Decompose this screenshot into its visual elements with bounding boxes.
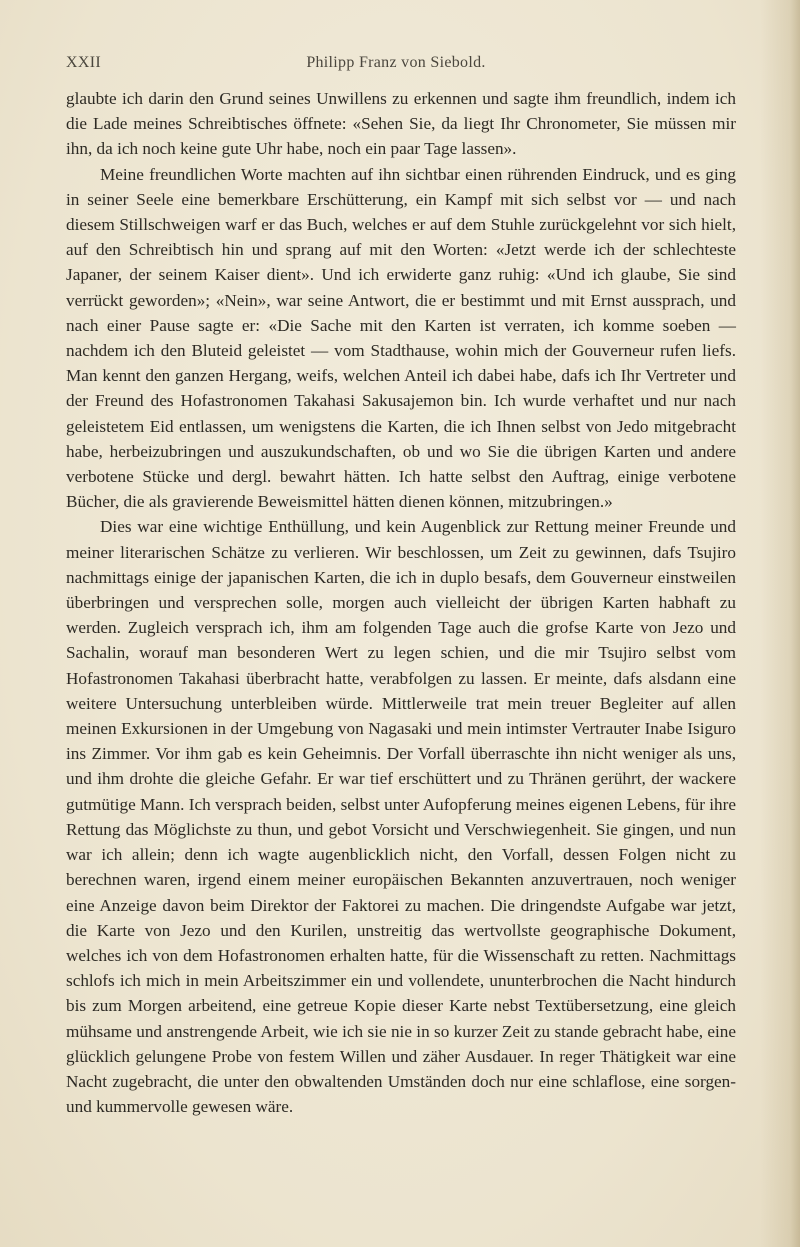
running-title: Philipp Franz von Siebold. <box>306 54 486 71</box>
paragraph-1: glaubte ich darin den Grund seines Unwillens zu erkennen und sagte ihm freundlich, indem ich die Lade meines Schreibtisches öffnete: «Sehen Sie, da liegt Ihr Chronometer, Sie müssen mir ihn, da ich noch keine gute Uhr habe, noch ein paar Tage lassen». <box>66 89 736 159</box>
page-header <box>66 54 726 78</box>
paragraph-3: Dies war eine wichtige Enthüllung, und kein Augenblick zur Rettung meiner Freunde und meiner literarischen Schätze zu verlieren. Wir beschlossen, um Zeit zu gewinnen, dafs Tsujiro nachmittags einige der japanischen Karten, die ich in duplo besafs, dem Gouverneur einstweilen überbringen und versprechen solle, morgen auch vielleicht der übrigen Karten habhaft zu werden. Zugleich versprach ich, ihm am folgenden Tage auch die grofse Karte von Jezo und Sachalin, worauf man besonderen Wert zu legen schien, und die mir Tsujiro selbst vom Hofastronomen Takahasi überbracht hatte, verabfolgen zu lassen. Er meinte, dafs alsdann eine weitere Untersuchung unterbleiben würde. Mittlerweile trat mein treuer Begleiter auf allen meinen Exkursionen in der Umgebung von Nagasaki und mein intimster Vertrauter Inabe Isiguro ins Zimmer. Vor ihm gab es kein Geheimnis. Der Vorfall überraschte ihn nicht weniger als uns, und ihm drohte die gleiche Gefahr. Er war tief erschüttert und zu Thränen gerührt, der wackere gutmütige Mann. Ich versprach beiden, selbst unter Aufopferung meines eigenen Lebens, für ihre Rettung das Möglichste zu thun, und gebot Vorsicht und Verschwiegenheit. Sie gingen, und nun war ich allein; denn ich wagte augenblicklich nicht, den Vorfall, dessen Folgen nicht zu berechnen waren, irgend einem meiner europäischen Bekannten anzuvertrauen, noch weniger eine Anzeige davon beim Direktor der Faktorei zu machen. Die dringendste Aufgabe war jetzt, die Karte von Jezo und den Kurilen, unstreitig das wertvollste geographische Dokument, welches ich von dem Hofastronomen erhalten hatte, für die Wissenschaft zu retten. Nachmittags schlofs ich mich in mein Arbeitszimmer ein und vollendete, ununterbrochen die Nacht hindurch bis zum Morgen arbeitend, eine getreue Kopie dieser Karte nebst Textübersetzung, eine gleich mühsame und anstrengende Arbeit, wie ich sie nie in so kurzer Zeit zu stande gebracht habe, eine glücklich gelungene Probe von festem Willen und zäher Ausdauer. In reger Thätigkeit war eine Nacht zugebracht, die unter den obwaltenden Umständen doch nur eine schlaflose, eine sorgen- und kummervolle gewesen wäre. <box>66 517 736 1117</box>
paragraph-2: Meine freundlichen Worte machten auf ihn sichtbar einen rührenden Eindruck, und es ging in seiner Seele eine bemerkbare Erschütterung, ein Kampf mit sich selbst vor — und nach diesem Stillschweigen warf er das Buch, welches er auf dem Stuhle zurückgelehnt vor sich hielt, auf den Schreibtisch hin und sprang auf mit den Worten: «Jetzt werde ich der schlechteste Japaner, der seinem Kaiser dient». Und ich erwiderte ganz ruhig: «Und ich glaube, Sie sind verrückt geworden»; «Nein», war seine Antwort, die er bestimmt und mit Ernst aussprach, und nach einer Pause sagte er: «Die Sache mit den Karten ist verraten, ich komme soeben — nachdem ich den Bluteid geleistet — vom Stadthause, wohin mich der Gouverneur rufen liefs. Man kennt den ganzen Hergang, weifs, welchen Anteil ich dabei habe, dafs ich Ihr Vertreter und der Freund des Hofastronomen Takahasi Sakusajemon bin. Ich wurde verhaftet und nur nach geleistetem Eid entlassen, um wenigstens die Karten, die ich Ihnen selbst von Jedo mitgebracht habe, herbeizubringen und auszukundschaften, ob und wo Sie die übrigen Karten und andere verbotene Stücke und dergl. bewahrt hätten. Ich hatte selbst den Auftrag, einige verbotene Bücher, die als gravierende Beweismittel hätten dienen können, mitzubringen.» <box>66 164 736 512</box>
body-text <box>66 86 736 1119</box>
page-number: XXII <box>66 54 101 71</box>
